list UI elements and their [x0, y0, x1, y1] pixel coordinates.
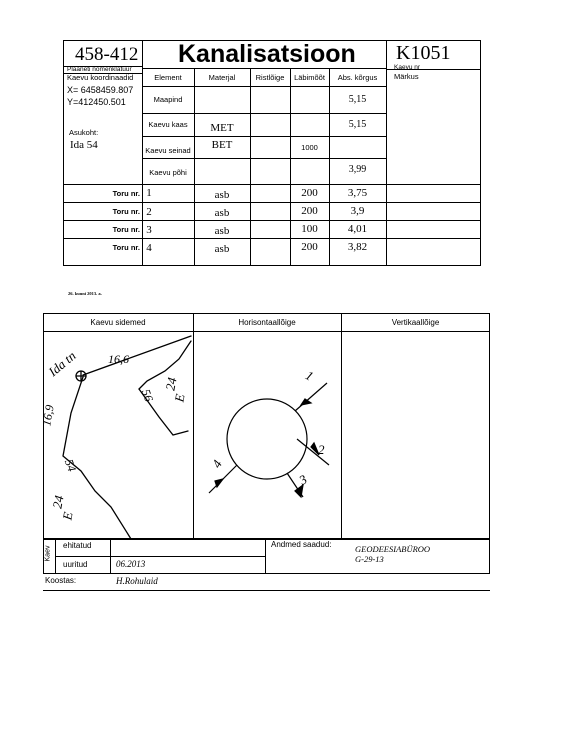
pipe-num: 1 — [146, 187, 152, 199]
pipe-height: 4,01 — [347, 223, 368, 235]
remarks-label: Märkus — [394, 72, 419, 81]
pipe-diameter: 200 — [301, 205, 318, 217]
col-height: Abs. kõrgus — [337, 72, 378, 82]
page-title: Kanalisatsioon — [178, 40, 356, 68]
pipe-diameter: 200 — [301, 187, 318, 199]
row-height: 5,15 — [348, 94, 367, 105]
data-from-code: G-29-13 — [355, 554, 384, 564]
col-cross: Ristlõige — [255, 72, 285, 82]
col-element: Element — [154, 72, 182, 82]
col-diameter: Läbimõõt — [294, 72, 325, 82]
coord-x: X= 6458459.807 — [67, 85, 134, 95]
pipe-label: Toru nr. — [112, 224, 140, 234]
row-height: 3,99 — [348, 163, 367, 175]
pipe-label: Toru nr. — [112, 188, 140, 198]
row-material: BET — [211, 139, 233, 151]
pipe-material: asb — [214, 189, 230, 201]
pipe-marker: 4 — [208, 457, 225, 471]
measured-label: uuritud — [63, 560, 88, 569]
pipe-material: asb — [214, 243, 230, 255]
col-material: Materjal — [208, 72, 236, 82]
well-id-sublabel: Kaevu nr — [394, 64, 421, 71]
distance-label: 16,9 — [39, 403, 57, 427]
row-label: Kaevu seinad — [145, 145, 191, 155]
house-number-label: 54 — [61, 457, 80, 474]
pipe-height: 3,9 — [350, 205, 365, 217]
pipe-num: 4 — [146, 242, 152, 254]
coords-label: Kaevu koordinaadid — [67, 73, 134, 82]
panel-title-connections: Kaevu sidemed — [90, 317, 146, 327]
plan-number: 458-412 — [75, 44, 139, 65]
date-line: 26. kuuni 2013. a. — [68, 291, 102, 296]
pipe-marker: 3 — [296, 471, 310, 488]
built-label: ehitatud — [63, 541, 92, 550]
panel-title-vertical: Vertikaallõige — [391, 317, 440, 327]
pipe-label: Toru nr. — [112, 206, 140, 216]
building-label: 24 — [162, 376, 180, 392]
pipe-diameter: 200 — [301, 241, 318, 253]
panel-title-horizontal: Horisontaallõige — [238, 317, 296, 327]
street-label: Ida tn — [45, 348, 79, 380]
pipe-num: 3 — [146, 224, 152, 236]
pipe-diameter: 100 — [301, 223, 318, 235]
house-number-label: 56 — [138, 387, 157, 404]
data-from-value: GEODEESIABÜROO — [355, 544, 431, 554]
row-diameter: 1000 — [301, 142, 318, 152]
coord-y: Y=412450.501 — [67, 97, 126, 107]
horizontal-section-sketch — [193, 331, 341, 539]
side-label: Kaev — [44, 545, 52, 562]
building-label: E — [59, 510, 76, 522]
row-material: MET — [210, 121, 234, 134]
row-label: Kaevu kaas — [148, 120, 188, 129]
plan-sublabel: Plaaneti nomenklatuur — [67, 66, 132, 73]
well-id: K1051 — [396, 42, 451, 64]
pipe-height: 3,82 — [347, 241, 368, 253]
pipe-label: Toru nr. — [112, 242, 140, 252]
building-label: 24 — [49, 494, 67, 510]
pipe-marker: 1 — [302, 367, 317, 384]
pipe-material: asb — [214, 207, 230, 219]
pipe-num: 2 — [146, 206, 152, 218]
row-label: Maapind — [153, 95, 183, 104]
distance-label: 16,6 — [108, 352, 129, 366]
pipe-marker: 2 — [318, 442, 325, 457]
pipe-material: asb — [214, 225, 230, 237]
row-height: 5,15 — [348, 119, 367, 130]
pipe-height: 3,75 — [347, 187, 368, 199]
building-label: E — [171, 392, 188, 404]
location-value: Ida 54 — [70, 139, 98, 151]
author-value: H.Rohulaid — [116, 576, 158, 586]
row-label: Kaevu põhi — [149, 167, 187, 177]
data-from-label: Andmed saadud: — [271, 540, 332, 549]
measured-value: 06.2013 — [116, 559, 146, 569]
location-label: Asukoht: — [69, 128, 99, 137]
author-label: Koostas: — [45, 576, 77, 585]
